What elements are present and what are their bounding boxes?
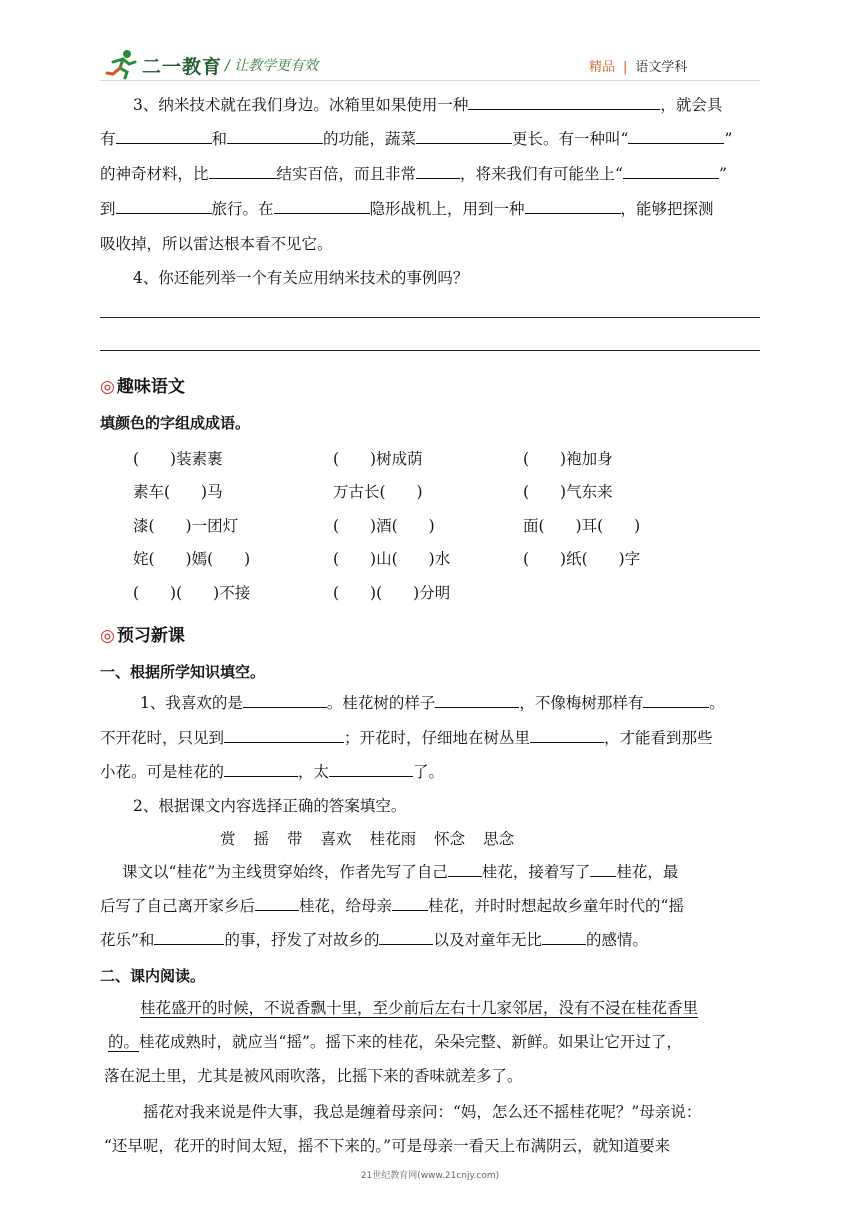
fill-blank[interactable] — [379, 926, 433, 945]
q4-prompt: 4、你还能列举一个有关应用纳米技术的事例吗？ — [133, 269, 469, 287]
fill-blank[interactable] — [274, 195, 370, 214]
fill-blank[interactable] — [224, 724, 344, 743]
idiom-cell: ( )气东来 — [523, 483, 613, 501]
fill-blank[interactable] — [525, 195, 621, 214]
word-bank — [220, 827, 532, 849]
word-option: 喜欢 — [320, 830, 352, 848]
subject-tag — [589, 56, 687, 75]
q3-line-5: 吸收掉，所以雷达根本看不见它。 — [100, 235, 333, 253]
idiom-cell: ( )袍加身 — [523, 450, 613, 468]
fill-blank[interactable] — [416, 125, 512, 144]
fill-blank[interactable] — [468, 91, 660, 110]
idiom-cell: ( )装素裹 — [133, 450, 223, 468]
fill-blank[interactable] — [224, 758, 298, 777]
reading-line-3: 落在泥土里，尤其是被风雨吹落，比摇下来的香味就差多了。 — [104, 1067, 523, 1085]
word-option: 带 — [287, 830, 303, 848]
fill-blank[interactable] — [255, 892, 299, 911]
fill-blank[interactable] — [542, 926, 586, 945]
page-footer: 21世纪教育网(www.21cnjy.com) — [360, 1171, 500, 1181]
q3-line-3: 的神奇材料，比 结实百倍，而且非常 ，将来我们有可能坐上“ ” — [100, 157, 760, 191]
tag-separator: | — [623, 60, 628, 75]
fill-blank[interactable] — [209, 160, 277, 179]
fill-blank[interactable] — [623, 160, 719, 179]
section-title: 预习新课 — [116, 626, 185, 646]
idiom-cell: 姹( )嫣( ) — [133, 550, 251, 568]
tag-premium: 精品 — [589, 60, 616, 75]
q3-line-4: 到 旅行。在 隐形战机上，用到一种 ，能够把探测 — [100, 192, 760, 226]
p2-line-1: 课文以“桂花”为主线贯穿始终，作者先写了自己 桂花，接着写了 桂花，最 — [100, 855, 760, 889]
idiom-cell: ( )酒( ) — [333, 517, 435, 535]
p1-line-2: 不开花时，只见到 ；开花时，仔细地在树丛里 ，才能看到那些 — [100, 721, 760, 755]
reading-line-2: 的。桂花成熟时，就应当“摇”。摇下来的桂花，朵朵完整、新鲜。如果让它开过了， — [108, 1033, 682, 1051]
fill-blank[interactable] — [154, 926, 224, 945]
fill-blank[interactable] — [435, 689, 519, 708]
idiom-cell: ( )( )不接 — [133, 584, 251, 602]
answer-line[interactable] — [100, 350, 760, 351]
p1-line-1: 1、我喜欢的是 。桂花树的样子 ，不像梅树那样有 。 — [100, 686, 760, 720]
word-option: 赏 — [220, 830, 236, 848]
runner-logo-icon — [105, 48, 139, 80]
fill-blank[interactable] — [116, 195, 212, 214]
idiom-cell: 万古长( ) — [333, 483, 423, 501]
fill-blank[interactable] — [329, 758, 413, 777]
fill-blank[interactable] — [590, 858, 616, 877]
reading-line-1: 桂花盛开的时候，不说香飘十里，至少前后左右十几家邻居，没有不浸在桂花香里 — [140, 999, 699, 1017]
answer-line[interactable] — [100, 317, 760, 318]
fill-blank[interactable] — [416, 160, 460, 179]
brand-slogan: / 让教学更有效 — [225, 58, 319, 74]
header-divider — [100, 80, 760, 81]
tag-subject: 语文学科 — [635, 60, 688, 75]
p2-line-3: 花乐”和 的事，抒发了对故乡的 以及对童年无比 的感情。 — [100, 923, 760, 957]
q3-line-2: 有 和 的功能，蔬菜 更长。有一种叫“ ” — [100, 122, 760, 156]
bullseye-icon: ◎ — [100, 377, 115, 397]
subsection-fill-in: 一、根据所学知识填空。 — [100, 663, 266, 681]
fill-blank[interactable] — [643, 689, 709, 708]
fill-blank[interactable] — [448, 858, 482, 877]
section-fun-chinese — [100, 372, 185, 397]
idiom-cell: ( )山( )水 — [333, 550, 451, 568]
word-option: 怀念 — [434, 830, 466, 848]
p1-line-3: 小花。可是桂花的 ，太 了。 — [100, 755, 760, 789]
fun-instruction: 填颜色的字组成成语。 — [100, 414, 251, 432]
idiom-cell: 漆( )一团灯 — [133, 517, 239, 535]
page-header — [0, 0, 860, 90]
fill-blank[interactable] — [392, 892, 428, 911]
word-option: 摇 — [253, 830, 270, 848]
idiom-cell: ( )( )分明 — [333, 584, 451, 602]
idiom-cell: ( )纸( )字 — [523, 550, 641, 568]
fill-blank[interactable] — [116, 125, 212, 144]
bullseye-icon: ◎ — [100, 626, 115, 646]
section-preview-lesson — [100, 621, 185, 646]
word-option: 思念 — [483, 830, 515, 848]
subsection-reading: 二、课内阅读。 — [100, 967, 206, 985]
fill-blank[interactable] — [628, 125, 724, 144]
word-option: 桂花雨 — [369, 830, 417, 848]
q3-line-1: 3、纳米技术就在我们身边。冰箱里如果使用一种 ，就会具 — [100, 88, 760, 122]
brand-name: 二一教育 — [142, 56, 223, 78]
p2-line-2: 后写了自己离开家乡后 桂花，给母亲 桂花，并时时想起故乡童年时代的“摇 — [100, 889, 760, 923]
fill-blank[interactable] — [227, 125, 323, 144]
section-title: 趣味语文 — [116, 377, 185, 397]
fill-blank[interactable] — [243, 689, 327, 708]
idiom-cell: 面( )耳( ) — [523, 517, 641, 535]
fill-blank[interactable] — [530, 724, 604, 743]
q2-prompt: 2、根据课文内容选择正确的答案填空。 — [133, 797, 407, 815]
idiom-cell: ( )树成荫 — [333, 450, 423, 468]
reading-line-4: 摇花对我来说是件大事，我总是缠着母亲问：“妈，怎么还不摇桂花呢？”母亲说： — [143, 1103, 702, 1121]
reading-line-5: “还早呢，花开的时间太短，摇不下来的。”可是母亲一看天上布满阴云，就知道要来 — [104, 1137, 671, 1155]
idiom-cell: 素车( )马 — [133, 483, 223, 501]
